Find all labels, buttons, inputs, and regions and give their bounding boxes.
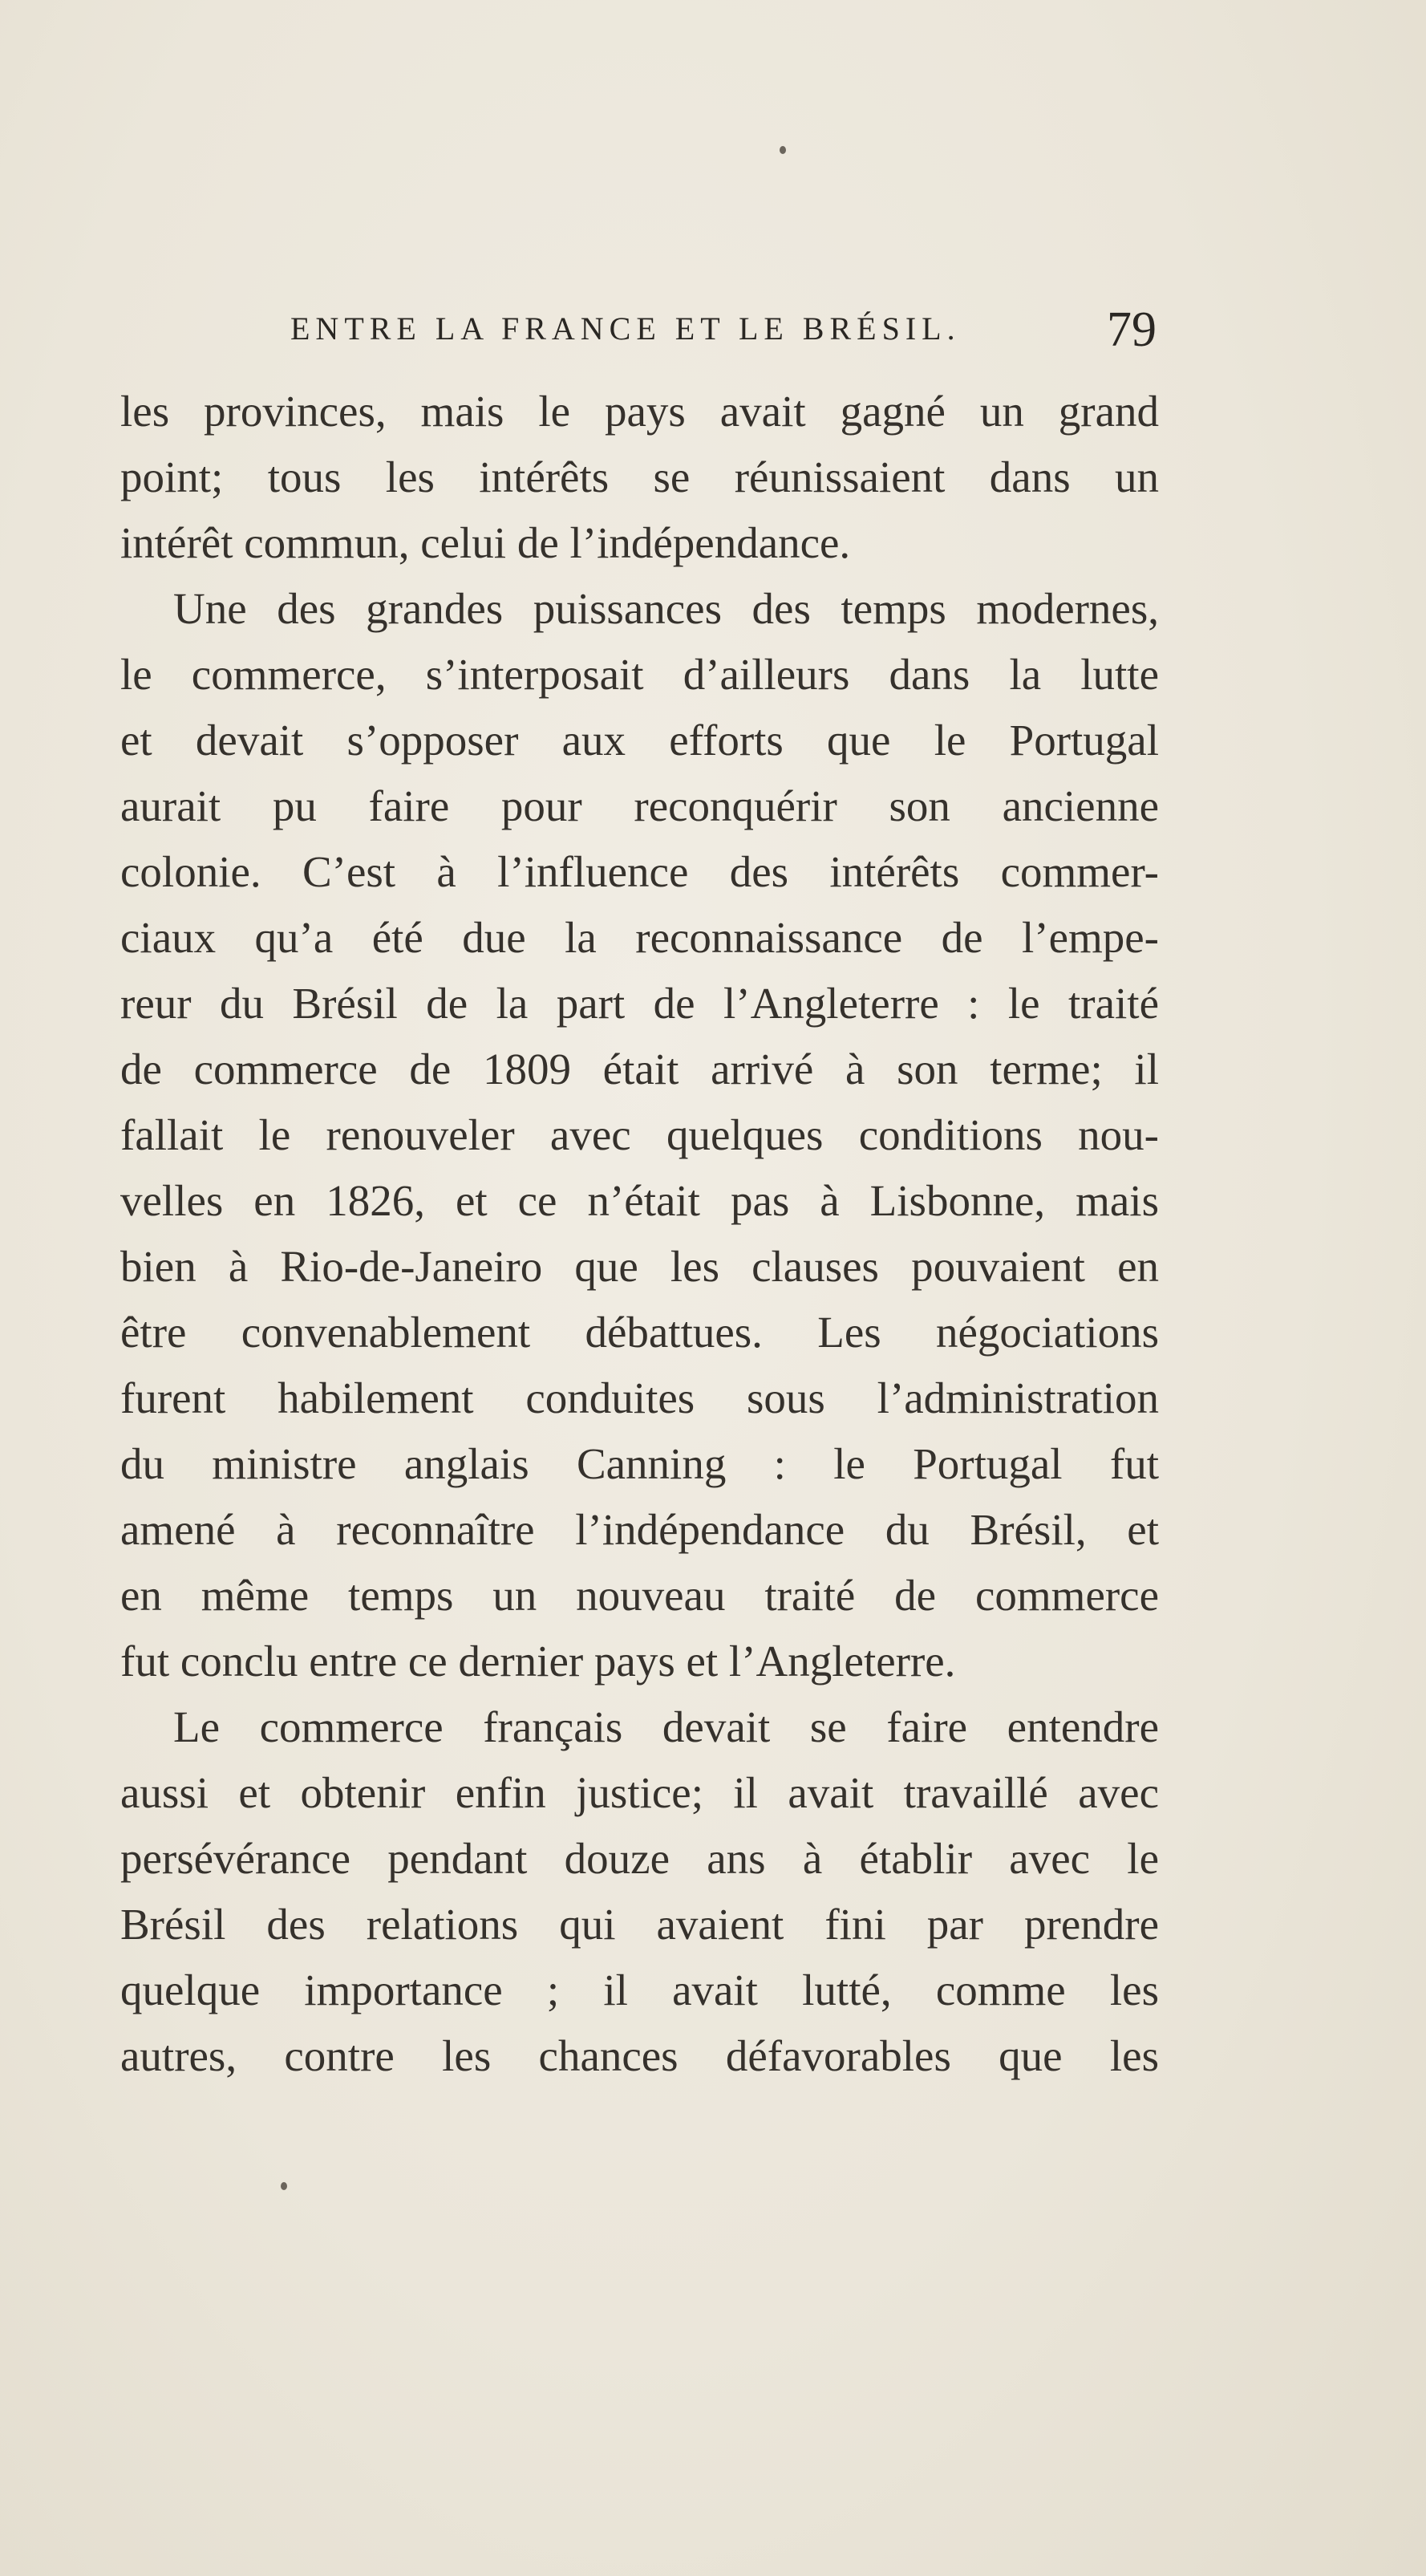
text-line: Brésil des relations qui avaient fini par prendre — [120, 1900, 1159, 1949]
ink-speck — [780, 146, 786, 154]
body-text — [120, 379, 1159, 2089]
text-line: les provinces, mais le pays avait gagné un grand — [120, 387, 1159, 436]
text-line: le commerce, s’interposait d’ailleurs dans la lutte — [120, 650, 1159, 699]
text-line: persévérance pendant douze ans à établir avec le — [120, 1834, 1159, 1883]
text-line: et devait s’opposer aux efforts que le Portugal — [120, 716, 1159, 765]
ink-speck — [281, 2182, 287, 2190]
text-line: être convenablement débattues. Les négociations — [120, 1308, 1159, 1357]
text-line: amené à reconnaître l’indépendance du Brésil, et — [120, 1505, 1159, 1554]
page-header — [120, 303, 1163, 367]
text-line: Une des grandes puissances des temps modernes, — [173, 584, 1159, 633]
text-line: fallait le renouveler avec quelques conditions nou- — [120, 1110, 1159, 1159]
text-line: en même temps un nouveau traité de commerce — [120, 1571, 1159, 1620]
text-line: aussi et obtenir enfin justice; il avait travaillé avec — [120, 1768, 1159, 1817]
text-line: fut conclu entre ce dernier pays et l’Angleterre. — [120, 1637, 956, 1686]
text-line: velles en 1826, et ce n’était pas à Lisbonne, mais — [120, 1176, 1159, 1225]
text-line: du ministre anglais Canning : le Portugal fut — [120, 1439, 1159, 1488]
text-line: bien à Rio-de-Janeiro que les clauses pouvaient en — [120, 1242, 1159, 1291]
text-line: intérêt commun, celui de l’indépendance. — [120, 518, 851, 567]
text-line: aurait pu faire pour reconquérir son ancienne — [120, 781, 1159, 830]
text-line: de commerce de 1809 était arrivé à son terme; il — [120, 1045, 1159, 1093]
text-line: ciaux qu’a été due la reconnaissance de l’empe- — [120, 913, 1159, 962]
text-line: reur du Brésil de la part de l’Angleterre : le traité — [120, 979, 1159, 1028]
text-line: point; tous les intérêts se réunissaient dans un — [120, 452, 1159, 501]
text-line: autres, contre les chances défavorables que les — [120, 2031, 1159, 2080]
text-line: furent habilement conduites sous l’administration — [120, 1373, 1159, 1422]
text-line: Le commerce français devait se faire entendre — [173, 1702, 1159, 1751]
text-line: quelque importance ; il avait lutté, comme les — [120, 1965, 1159, 2014]
text-line: colonie. C’est à l’influence des intérêts commer- — [120, 847, 1159, 896]
page-number: 79 — [1107, 302, 1157, 357]
running-title: ENTRE LA FRANCE ET LE BRÉSIL. — [290, 310, 961, 347]
